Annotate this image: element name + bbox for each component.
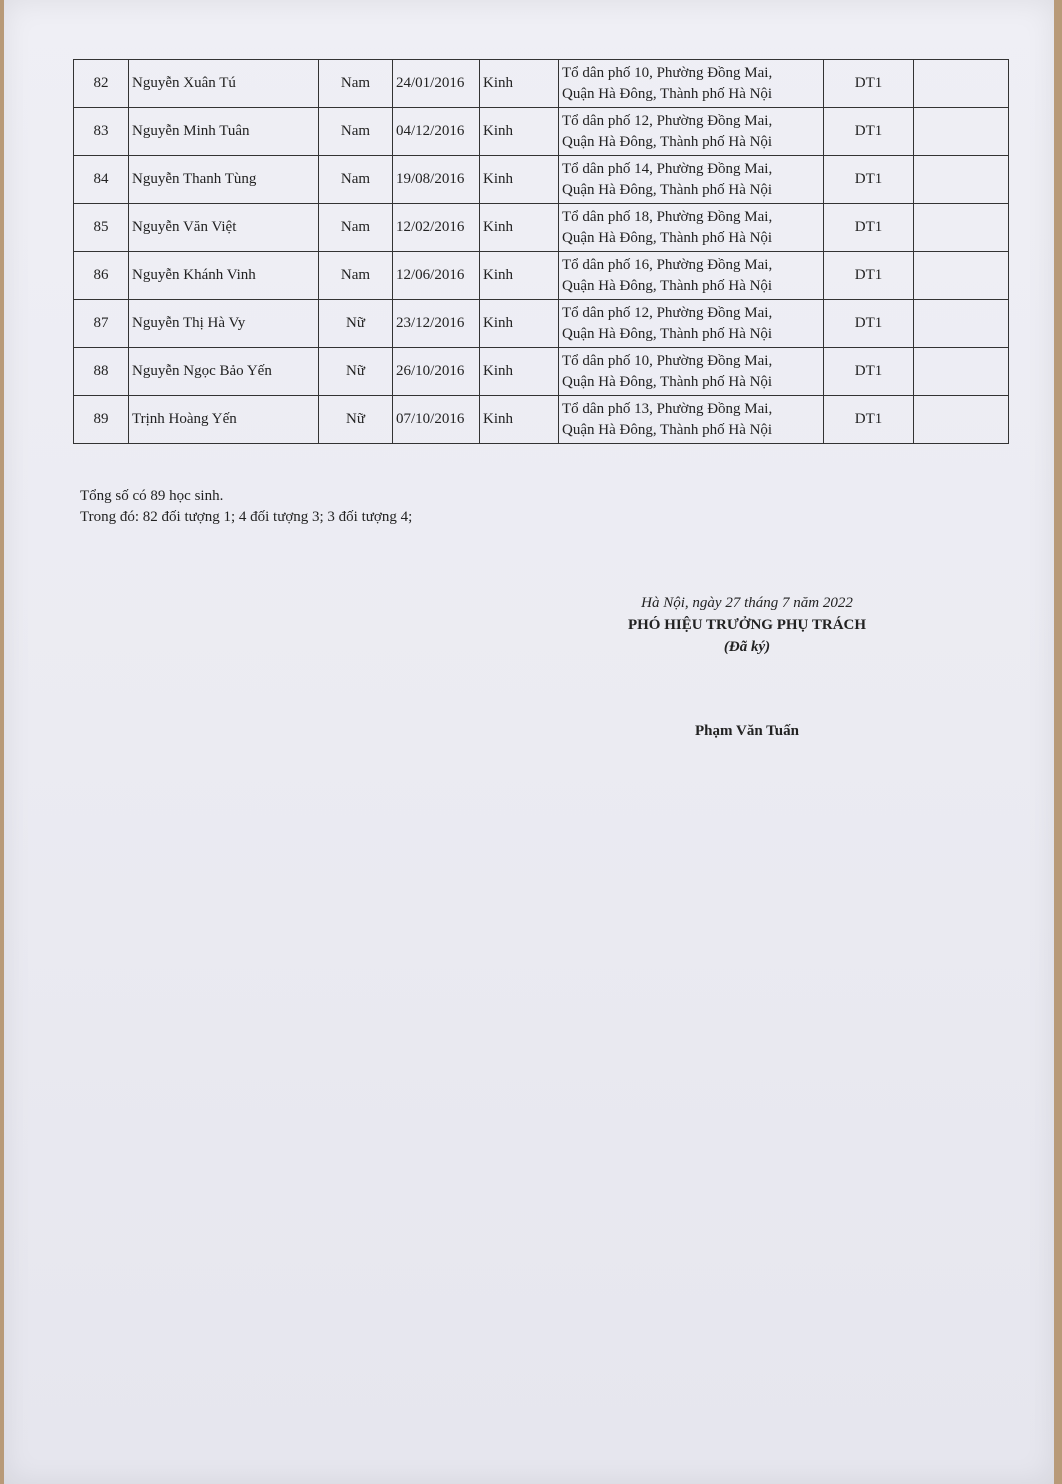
cell-gender: Nữ: [319, 348, 393, 396]
cell-ethnicity: Kinh: [480, 396, 559, 444]
signer-name: Phạm Văn Tuấn: [695, 723, 799, 739]
signature-title: PHÓ HIỆU TRƯỞNG PHỤ TRÁCH: [627, 617, 867, 633]
cell-ethnicity: Kinh: [480, 300, 559, 348]
address-line-2: Quận Hà Đông, Thành phố Hà Nội: [562, 421, 773, 438]
cell-name: Nguyễn Xuân Tú: [129, 60, 319, 108]
address-line-1: Tổ dân phố 12, Phường Đồng Mai,: [562, 304, 773, 321]
cell-stt: 89: [74, 396, 129, 444]
cell-gender: Nữ: [319, 396, 393, 444]
cell-ethnicity: Kinh: [480, 60, 559, 108]
address-line-1: Tổ dân phố 10, Phường Đồng Mai,: [562, 352, 773, 369]
address-line-1: Tổ dân phố 16, Phường Đồng Mai,: [562, 256, 773, 273]
address-line-1: Tổ dân phố 12, Phường Đồng Mai,: [562, 112, 773, 129]
document-page: [4, 0, 1054, 1484]
cell-note: [914, 348, 1009, 396]
cell-stt: 85: [74, 204, 129, 252]
cell-dob: 19/08/2016: [393, 156, 480, 204]
cell-category: DT1: [824, 396, 914, 444]
cell-category: DT1: [824, 204, 914, 252]
signature-note: (Đã ký): [723, 639, 771, 655]
address-line-1: Tổ dân phố 10, Phường Đồng Mai,: [562, 64, 773, 81]
cell-stt: 83: [74, 108, 129, 156]
cell-address: [559, 396, 824, 444]
cell-category: DT1: [824, 348, 914, 396]
address-line-2: Quận Hà Đông, Thành phố Hà Nội: [562, 85, 773, 102]
cell-stt: 86: [74, 252, 129, 300]
cell-address: [559, 60, 824, 108]
cell-category: DT1: [824, 60, 914, 108]
cell-stt: 82: [74, 60, 129, 108]
cell-gender: Nam: [319, 156, 393, 204]
cell-address: [559, 156, 824, 204]
cell-ethnicity: Kinh: [480, 252, 559, 300]
cell-dob: 12/06/2016: [393, 252, 480, 300]
cell-gender: Nam: [319, 60, 393, 108]
student-roster-table: [73, 59, 1009, 444]
cell-name: Nguyễn Thị Hà Vy: [129, 300, 319, 348]
table-row: [74, 396, 1009, 444]
cell-note: [914, 156, 1009, 204]
cell-address: [559, 108, 824, 156]
signature-date: Hà Nội, ngày 27 tháng 7 năm 2022: [641, 595, 853, 611]
table-row: [74, 252, 1009, 300]
signature-block: [584, 592, 910, 742]
cell-address: [559, 204, 824, 252]
address-line-1: Tổ dân phố 14, Phường Đồng Mai,: [562, 160, 773, 177]
table-row: [74, 300, 1009, 348]
cell-gender: Nam: [319, 204, 393, 252]
cell-name: Trịnh Hoàng Yến: [129, 396, 319, 444]
cell-note: [914, 300, 1009, 348]
summary-block: [80, 486, 412, 528]
cell-stt: 84: [74, 156, 129, 204]
address-line-1: Tổ dân phố 18, Phường Đồng Mai,: [562, 208, 773, 225]
address-line-2: Quận Hà Đông, Thành phố Hà Nội: [562, 229, 773, 246]
cell-dob: 12/02/2016: [393, 204, 480, 252]
cell-category: DT1: [824, 300, 914, 348]
cell-ethnicity: Kinh: [480, 348, 559, 396]
cell-ethnicity: Kinh: [480, 156, 559, 204]
cell-dob: 23/12/2016: [393, 300, 480, 348]
cell-dob: 24/01/2016: [393, 60, 480, 108]
cell-note: [914, 252, 1009, 300]
cell-name: Nguyễn Khánh Vinh: [129, 252, 319, 300]
table-row: [74, 108, 1009, 156]
address-line-2: Quận Hà Đông, Thành phố Hà Nội: [562, 277, 773, 294]
cell-category: DT1: [824, 108, 914, 156]
table-row: [74, 60, 1009, 108]
cell-name: Nguyễn Văn Việt: [129, 204, 319, 252]
cell-name: Nguyễn Thanh Tùng: [129, 156, 319, 204]
address-line-2: Quận Hà Đông, Thành phố Hà Nội: [562, 181, 773, 198]
roster-body: [74, 60, 1009, 444]
cell-name: Nguyễn Minh Tuân: [129, 108, 319, 156]
address-line-2: Quận Hà Đông, Thành phố Hà Nội: [562, 325, 773, 342]
cell-address: [559, 300, 824, 348]
cell-note: [914, 204, 1009, 252]
cell-note: [914, 396, 1009, 444]
cell-gender: Nam: [319, 108, 393, 156]
cell-gender: Nữ: [319, 300, 393, 348]
summary-breakdown: Trong đó: 82 đối tượng 1; 4 đối tượng 3; 3 đối tượng 4;: [80, 509, 413, 525]
cell-category: DT1: [824, 156, 914, 204]
table-row: [74, 204, 1009, 252]
cell-gender: Nam: [319, 252, 393, 300]
cell-ethnicity: Kinh: [480, 204, 559, 252]
cell-name: Nguyễn Ngọc Bảo Yến: [129, 348, 319, 396]
cell-dob: 04/12/2016: [393, 108, 480, 156]
cell-stt: 88: [74, 348, 129, 396]
address-line-2: Quận Hà Đông, Thành phố Hà Nội: [562, 373, 773, 390]
address-line-2: Quận Hà Đông, Thành phố Hà Nội: [562, 133, 773, 150]
cell-address: [559, 252, 824, 300]
cell-note: [914, 60, 1009, 108]
cell-dob: 07/10/2016: [393, 396, 480, 444]
table-row: [74, 156, 1009, 204]
table-row: [74, 348, 1009, 396]
summary-total: Tổng số có 89 học sinh.: [80, 488, 224, 504]
cell-stt: 87: [74, 300, 129, 348]
cell-ethnicity: Kinh: [480, 108, 559, 156]
cell-note: [914, 108, 1009, 156]
address-line-1: Tổ dân phố 13, Phường Đồng Mai,: [562, 400, 773, 417]
cell-category: DT1: [824, 252, 914, 300]
cell-address: [559, 348, 824, 396]
cell-dob: 26/10/2016: [393, 348, 480, 396]
